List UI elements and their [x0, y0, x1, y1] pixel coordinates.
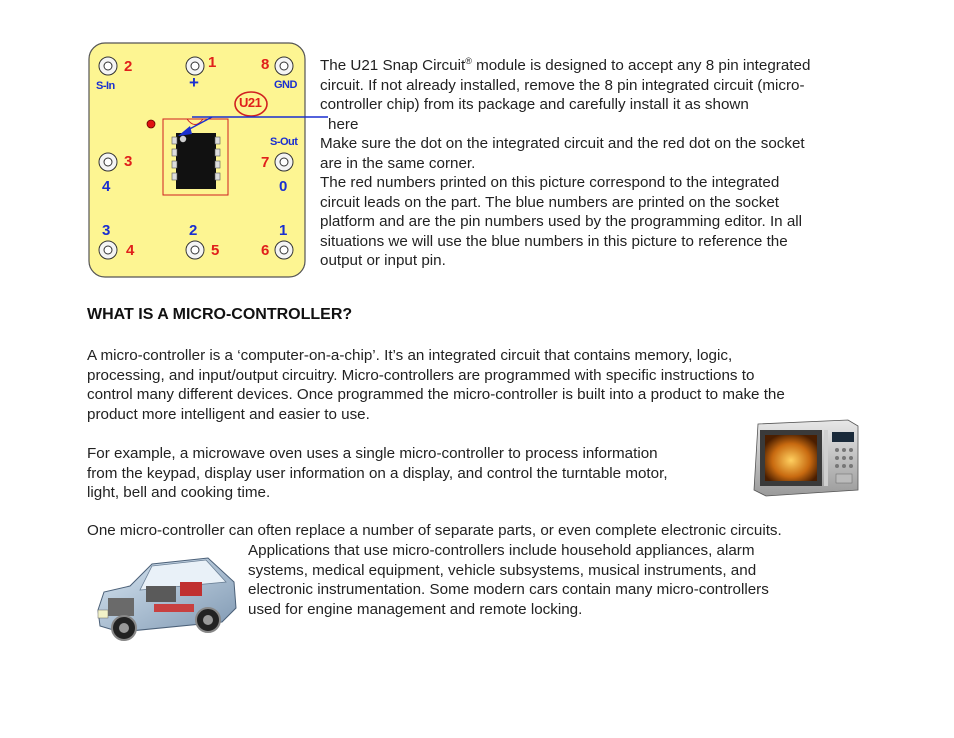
intro-line-6: are in the same corner. — [320, 154, 476, 172]
label-plus: + — [189, 73, 199, 92]
label-s-in: S-In — [96, 80, 115, 92]
registered-mark: ® — [465, 56, 472, 66]
microwave-image — [752, 418, 860, 498]
intro-line-3: controller chip) from its package and carefully install it as shown — [320, 96, 749, 114]
intro-line-5: Make sure the dot on the integrated circuit and the red dot on the socket — [320, 135, 805, 153]
red-pin-7: 7 — [261, 154, 270, 171]
pointer-arrow — [150, 106, 330, 146]
blue-pin-3: 3 — [102, 222, 111, 239]
section-heading: WHAT IS A MICRO-CONTROLLER? — [87, 306, 353, 323]
label-u21: U21 — [239, 95, 262, 110]
intro-line-2: circuit. If not already installed, remove the 8 pin integrated circuit (micro- — [320, 76, 805, 94]
car-cutaway-image — [90, 548, 240, 644]
intro-line-8: circuit leads on the part. The blue numbers are printed on the socket — [320, 193, 779, 211]
intro-line-7: The red numbers printed on this picture correspond to the integrated — [320, 174, 780, 192]
p3-line: systems, medical equipment, vehicle subsystems, musical instruments, and — [248, 561, 757, 579]
red-pin-8: 8 — [261, 56, 270, 73]
p1-line: A micro-controller is a ‘computer-on-a-chip’. It’s an integrated circuit that contains memory, logic, — [87, 347, 733, 364]
intro-line-1: The U21 Snap Circuit® module is designed to accept any 8 pin integrated — [320, 56, 811, 75]
blue-pin-2: 2 — [189, 222, 198, 239]
p1-line: control many different devices. Once programmed the micro-controller is built into a product to make the — [87, 386, 785, 403]
paragraph-3 — [248, 541, 868, 619]
p1-line: product more intelligent and easier to use. — [87, 405, 370, 423]
red-pin-5: 5 — [211, 242, 220, 259]
intro-line-10: situations we will use the blue numbers in this picture to reference the — [320, 232, 788, 250]
intro-line-4: here — [328, 115, 359, 133]
paragraph-3-first-line: One micro-controller can often replace a number of separate parts, or even complete electronic circuits. — [87, 522, 782, 539]
p3-line: used for engine management and remote locking. — [248, 600, 583, 618]
blue-pin-4: 4 — [102, 178, 111, 195]
p2-line: light, bell and cooking time. — [87, 484, 271, 501]
red-pin-2: 2 — [124, 58, 133, 75]
u21-module-diagram — [88, 42, 306, 278]
red-pin-4: 4 — [126, 242, 135, 259]
label-gnd: GND — [274, 79, 297, 91]
p3-line: Applications that use micro-controllers include household appliances, alarm — [248, 542, 755, 559]
p1-line: processing, and input/output circuitry. Micro-controllers are programmed with specific instructions to — [87, 366, 755, 384]
p3-line: electronic instrumentation. Some modern cars contain many micro-controllers — [248, 581, 769, 598]
intro-text — [320, 52, 880, 271]
p2-line: from the keypad, display user information on a display, and control the turntable motor, — [87, 464, 668, 482]
p2-line: For example, a microwave oven uses a single micro-controller to process information — [87, 445, 658, 462]
blue-pin-0: 0 — [279, 178, 288, 195]
red-pin-1: 1 — [208, 54, 217, 71]
paragraph-2 — [87, 444, 737, 503]
blue-pin-1: 1 — [279, 222, 288, 239]
red-pin-3: 3 — [124, 153, 133, 170]
red-pin-6: 6 — [261, 242, 270, 259]
label-s-out: S-Out — [270, 136, 298, 148]
intro-line-11: output or input pin. — [320, 252, 446, 270]
intro-line-9: platform and are the pin numbers used by the programming editor. In all — [320, 213, 803, 231]
paragraph-1 — [87, 346, 877, 424]
